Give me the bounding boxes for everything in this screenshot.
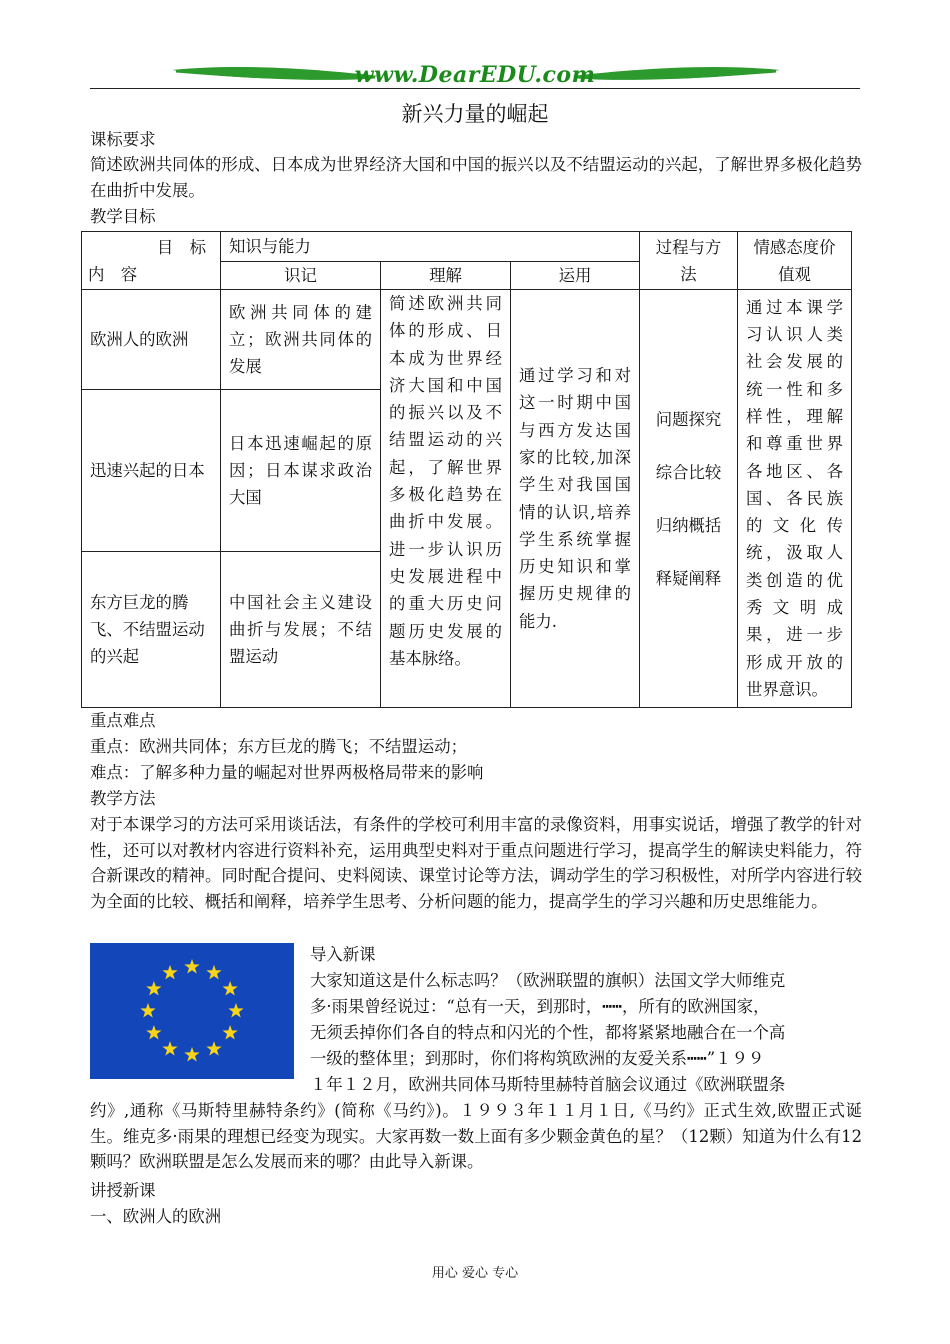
page-footer: 用心 爱心 专心 (431, 1266, 519, 1281)
emotion-cell: 通过本课学习认识人类社会发展的统一性和多样性，理解和尊重世界各地区、各国、各民族的文化传统，汲取人类创造的优秀文明成果，进一步形成开放的世界意识。 (738, 290, 852, 708)
curriculum-heading: 课标要求 (90, 130, 156, 149)
understand-cell: 简述欧洲共同体的形成、日本成为世界经济大国和中国的振兴以及不结盟运动的兴起，了解世界多极化趋势在曲折中发展。进一步认识历史发展进程中的重大历史问题历史发展的基本脉络。 (381, 290, 511, 708)
intro-line: 一级的整体里；到那时，你们将构筑欧洲的友爱关系┅┅”１９９ (310, 1049, 765, 1068)
difficulty-text: 难点：了解多种力量的崛起对世界两极格局带来的影响 (90, 763, 484, 782)
keypoints-heading: 重点难点 (90, 711, 156, 730)
process-header: 过程与方法 (640, 232, 738, 290)
content-cell: 欧洲人的欧洲 (82, 290, 221, 390)
intro-line: 大家知道这是什么标志吗？（欧洲联盟的旗帜）法国文学大师维克 (310, 971, 786, 990)
intro-continuation: 约》,通称《马斯特里赫特条约》(简称《马约》)。１９９３年１１月１日,《马约》正式生效,欧盟正式诞生。维克多·雨果的理想已经变为现实。大家再数一数上面有多少颗金黄色的星？（12颗）知道为什么有12颗吗？欧洲联盟是怎么发展而来的哪？由此导入新课。 (90, 1101, 862, 1171)
eu-flag-image (90, 943, 294, 1079)
knowledge-header: 知识与能力 (221, 232, 640, 262)
content-cell: 迅速兴起的日本 (82, 390, 221, 552)
method-item: 归纳概括 (655, 515, 722, 535)
emotion-header: 情感态度价值观 (738, 232, 852, 290)
header-rule (90, 88, 860, 89)
intro-line: 多·雨果曾经说过：“总有一天，到那时，┅┅，所有的欧洲国家， (310, 997, 770, 1016)
memory-header: 识记 (221, 262, 381, 290)
method-heading: 教学方法 (90, 789, 156, 808)
method-text: 对于本课学习的方法可采用谈话法，有条件的学校可利用丰富的录像资料，用事实说话，增强了教学的针对性，还可以对教材内容进行资料补充，运用典型史料对于重点问题进行学习，提高学生的解读史料能力，符合新课改的精神。同时配合提问、史料阅读、课堂讨论等方法，调动学生的学习积极性，对所学内容进行较为全面的比较、概括和阐释，培养学生思考、分析问题的能力，提高学生的学习兴趣和历史思维能力。 (90, 815, 862, 911)
page-title: 新兴力量的崛起 (401, 102, 549, 126)
objectives-heading: 教学目标 (90, 207, 156, 226)
focus-text: 重点：欧洲共同体；东方巨龙的腾飞；不结盟运动； (90, 737, 467, 756)
method-item: 综合比较 (655, 462, 722, 482)
understand-header: 理解 (381, 262, 511, 290)
method-item: 问题探究 (655, 409, 722, 429)
curriculum-text: 简述欧洲共同体的形成、日本成为世界经济大国和中国的振兴以及不结盟运动的兴起，了解世界多极化趋势在曲折中发展。 (90, 155, 862, 200)
methods-cell (640, 290, 738, 708)
memory-cell: 日本迅速崛起的原因；日本谋求政治大国 (221, 390, 381, 552)
intro-line: 无须丢掉你们各自的特点和闪光的个性，都将紧紧地融合在一个高 (310, 1023, 786, 1042)
apply-cell: 通过学习和对这一时期中国与西方发达国家的比较,加深学生对我国国情的认识,培养学生系统掌握历史知识和掌握历史规律的能力. (511, 290, 640, 708)
apply-header: 运用 (511, 262, 640, 290)
corner-bottom-label: 内 容 (88, 264, 138, 284)
site-logo-text[interactable]: www.DearEDU.com (354, 62, 596, 88)
section-heading: 一、欧洲人的欧洲 (90, 1207, 222, 1226)
intro-line: １年１２月，欧洲共同体马斯特里赫特首脑会议通过《欧洲联盟条 (310, 1075, 786, 1094)
content-cell: 东方巨龙的腾飞、不结盟运动的兴起 (82, 552, 221, 708)
corner-top-label: 目 标 (156, 237, 206, 257)
objectives-table (81, 231, 852, 708)
memory-cell: 中国社会主义建设曲折与发展；不结盟运动 (221, 552, 381, 708)
table-row (82, 290, 852, 390)
method-item: 释疑阐释 (655, 568, 722, 588)
table-corner-cell (82, 232, 221, 290)
intro-heading: 导入新课 (310, 945, 376, 964)
memory-cell: 欧洲共同体的建立；欧洲共同体的发展 (221, 290, 381, 390)
lecture-heading: 讲授新课 (90, 1181, 156, 1200)
